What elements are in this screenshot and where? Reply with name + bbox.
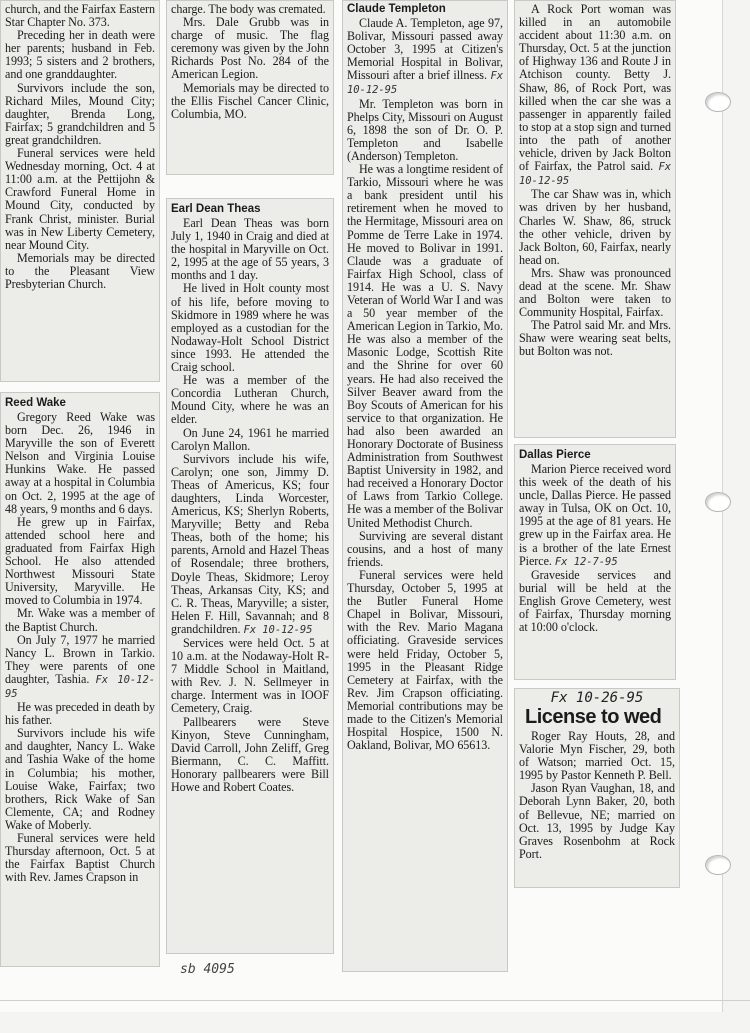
- clipping-rock-port-accident: [514, 0, 676, 438]
- paragraph: Memorials may be directed to the Pleasant View Presbyterian Church.: [5, 250, 155, 291]
- binder-hole: [705, 855, 731, 875]
- clipping-obituary-continued: [166, 0, 334, 175]
- clipping-reed-wake: [0, 392, 160, 967]
- paragraph: [171, 453, 329, 637]
- paragraph: He was a member of the Concordia Lutheran Church, Mound City, where he was an elder.: [171, 373, 329, 427]
- paragraph-text: A Rock Port woman was killed in an automobile accident about 11:30 a.m. on Thursday, Oct. 5 at the junction of Highway 136 and Route J in Atchison county. Betty J. Shaw, 86, of Rock Port, was killed when the car she was a passenger in apparently failed to stop at a stop sign and turned into the path of another vehicle, driven by Jack Bolton of Fairfax, the Patrol said.: [519, 2, 671, 174]
- clipping-claude-templeton: [342, 0, 508, 972]
- paragraph: He was a longtime resident of Tarkio, Missouri where he was a bank president until his retirement when he moved to the Hermitage, Missouri area on Pomme de Terre Lake in 1974. He moved to Bolivar in 1991. Claude was a graduate of Fairfax High School, class of 1914. He was a U. S. Navy Veteran of World War I and was a 50 year member of the American Legion in Tarkio, Mo. He was also a member of the Masonic Lodge, Scottish Rite and the Shrine for over 60 years. He had also received the Silver Beaver award from the Boy Scouts of American for his service to that organization. He had also been awarded an Honorary Doctorate of Business Administration from Southwest Baptist University in 1982, and had received a Honorary Doctor of Laws from Tarkio College. He was a member of the Bolivar United Methodist Church.: [347, 162, 503, 530]
- handwritten-note: Fx 10-12-95: [519, 161, 671, 188]
- section-title: License to wed: [525, 706, 662, 728]
- paragraph: [519, 463, 671, 569]
- handwritten-date: Fx 10-26-95: [550, 690, 644, 706]
- paragraph: On June 24, 1961 he married Carolyn Mallon.: [171, 425, 329, 453]
- paragraph: He grew up in Fairfax, attended school here and graduated from Fairfax High School. He also attended Northwest Missouri State University, Maryville. He moved to Columbia in 1974.: [5, 514, 155, 608]
- paragraph: Mrs. Shaw was pronounced dead at the scene. Mr. Shaw and Bolton were taken to Community Hospital, Fairfax.: [519, 265, 671, 320]
- paragraph: Roger Ray Houts, 28, and Valorie Myn Fischer, 29, both of Watson; married Oct. 15, 1995 by Pastor Kenneth P. Bell.: [519, 729, 675, 783]
- handwritten-page-code: sb 4095: [180, 962, 235, 977]
- paragraph: [5, 634, 155, 701]
- paragraph: Graveside services and burial will be held at the English Grove Cemetery, west of Fairfax, Thursday morning at 10:00 o'clock.: [519, 567, 671, 635]
- clipping-earl-dean-theas: [166, 198, 334, 954]
- paragraph: Services were held Oct. 5 at 10 a.m. at the Nodaway-Holt R-7 Middle School in Maitland, with Rev. J. N. Sellmeyer in charge. Interment was in IOOF Cemetery, Craig.: [171, 636, 329, 716]
- handwritten-note: Fx 12-7-95: [554, 555, 618, 568]
- obituary-title: Claude Templeton: [347, 3, 446, 15]
- paragraph: Mrs. Dale Grubb was in charge of music. The flag ceremony was given by the John Richards Post No. 284 of the American Legion.: [171, 15, 329, 82]
- paragraph: Pallbearers were Steve Kinyon, Steve Cunningham, David Carroll, John Zeliff, Greg Biermann, C. C. Maffitt. Honorary pallbearers were Bill Howe and Robert Coates.: [171, 714, 329, 795]
- binder-hole: [705, 92, 731, 112]
- paragraph-text: On July 7, 1977 he married Nancy L. Brown in Tarkio. They were parents of one daughter, Tashia.: [5, 632, 155, 686]
- handwritten-note: Fx 10-12-95: [243, 623, 313, 636]
- paragraph: Funeral services were held Thursday afternoon, Oct. 5 at the Fairfax Baptist Church with Rev. James Crapson in: [5, 831, 155, 885]
- paragraph: The car Shaw was in, which was driven by her husband, Charles W. Shaw, 86, struck the other vehicle, driven by Jack Bolton, 60, Fairfax, nearly head on.: [519, 187, 671, 267]
- clipping-license-to-wed: [514, 688, 680, 888]
- obituary-title: Dallas Pierce: [519, 449, 591, 461]
- paragraph: Preceding her in death were her parents; husband in Feb. 1993; 5 sisters and 2 brothers, and one granddaughter.: [5, 28, 155, 82]
- paragraph: Earl Dean Theas was born July 1, 1940 in Craig and died at the hospital in Maryville on Oct. 2, 1995 at the age of 55 years, 3 months and 1 day.: [171, 216, 329, 283]
- paragraph: Survivors include the son, Richard Miles, Mound City; daughter, Brenda Long, Fairfax; 5 grandchildren and 5 great grandchildren.: [5, 80, 155, 147]
- paragraph: charge. The body was cremated.: [171, 2, 326, 16]
- handwritten-note: Fx 10-12-95: [5, 673, 155, 700]
- paragraph: Memorials may be directed to the Ellis Fischel Cancer Clinic, Columbia, MO.: [171, 80, 329, 121]
- paragraph: Gregory Reed Wake was born Dec. 26, 1946 in Maryville the son of Everett Nelson and Virginia Louise Hunkins Wake. He passed away at a hospital in Columbia on Oct. 2, 1995 at the age of 48 years, 9 months and 6 days.: [5, 410, 155, 516]
- paragraph: He lived in Holt county most of his life, before moving to Skidmore in 1989 where he was employed as a custodian for the Nodaway-Holt School District since 1993. He attended the Craig school.: [171, 281, 329, 375]
- binder-hole: [705, 492, 731, 512]
- paragraph: Mr. Templeton was born in Phelps City, Missouri on August 6, 1898 the son of Dr. O. P. Templeton and Isabelle (Anderson) Templeton.: [347, 96, 503, 163]
- paragraph-text: Survivors include his wife, Carolyn; one son, Jimmy D. Theas of Americus, KS; four daughters, Linda Worcester, Americus, KS; Sherlyn Roberts, Maryville; Betty and Reba Theas, both of the home; his parents, Arnold and Hazel Theas of Rosendale; three brothers, Doyle Theas, Skidmore; Leroy Theas, Arkansas City, KS; and C. R. Theas, Maryville; a sister, Helen F. Hill, Savannah; and 8 grandchildren.: [171, 451, 329, 636]
- clipping-dallas-pierce: [514, 444, 676, 680]
- paragraph: church, and the Fairfax Eastern Star Chapter No. 373.: [5, 2, 155, 30]
- paragraph: He was preceded in death by his father.: [5, 700, 156, 728]
- paragraph: Funeral services were held Wednesday morning, Oct. 4 at 11:00 a.m. at the Pettijohn & Crawford Funeral Home in Mound City, conducted by Frank Christ, minister. Burial was in New Liberty Cemetery, near Mound City.: [5, 146, 155, 252]
- paragraph: Funeral services were held Thursday, October 5, 1995 at the Butler Funeral Home Chapel in Bolivar, Missouri, with the Rev. Mario Magana officiating. Graveside services were held Friday, October 5, 1995 in the Pleasant Ridge Cemetery at Fairfax, with the Rev. Jim Crapson officiating. Memorial contributions may be made to the Citizen's Memorial Hospital Hospice, 1500 N. Oakland, Bolivar, MO 65613.: [347, 567, 503, 753]
- handwritten-note: Fx 10-12-95: [347, 70, 503, 97]
- paragraph-text: Claude A. Templeton, age 97, Bolivar, Missouri passed away October 3, 1995 at Citizen's Memorial Hospital in Bolivar, Missouri after a brief illness.: [347, 16, 503, 83]
- paragraph: The Patrol said Mr. and Mrs. Shaw were wearing seat belts, but Bolton was not.: [519, 318, 671, 359]
- paragraph: Jason Ryan Vaughan, 18, and Deborah Lynn Baker, 20, both of Bellevue, NE; married on Oct. 13, 1995 by Judge Kay Graves Rosenbohm at Rock Port.: [519, 781, 675, 861]
- page-edge: [0, 1000, 750, 1001]
- paragraph: Survivors include his wife and daughter, Nancy L. Wake and Tashia Wake of the home in Columbia; his mother, Louise Wake, Fairfax; two brothers, Rick Wake of San Clemente, CA; and Rodney Wake of Moberly.: [5, 726, 155, 832]
- paragraph: Surviving are several distant cousins, and a host of many friends.: [347, 528, 503, 569]
- paragraph: Mr. Wake was a member of the Baptist Church.: [5, 606, 155, 634]
- paragraph-text: Marion Pierce received word this week of the death of his uncle, Dallas Pierce. He passed away in Tulsa, OK on Oct. 10, 1995 at the age of 81 years. He grew up in the Fairfax area. He is a brother of the late Ernest Pierce.: [519, 462, 671, 568]
- obituary-title: Earl Dean Theas: [171, 203, 261, 215]
- paragraph: [347, 17, 503, 98]
- paragraph: [519, 3, 671, 188]
- obituary-title: Reed Wake: [5, 397, 66, 409]
- clipping-obituary-continued: [0, 0, 160, 382]
